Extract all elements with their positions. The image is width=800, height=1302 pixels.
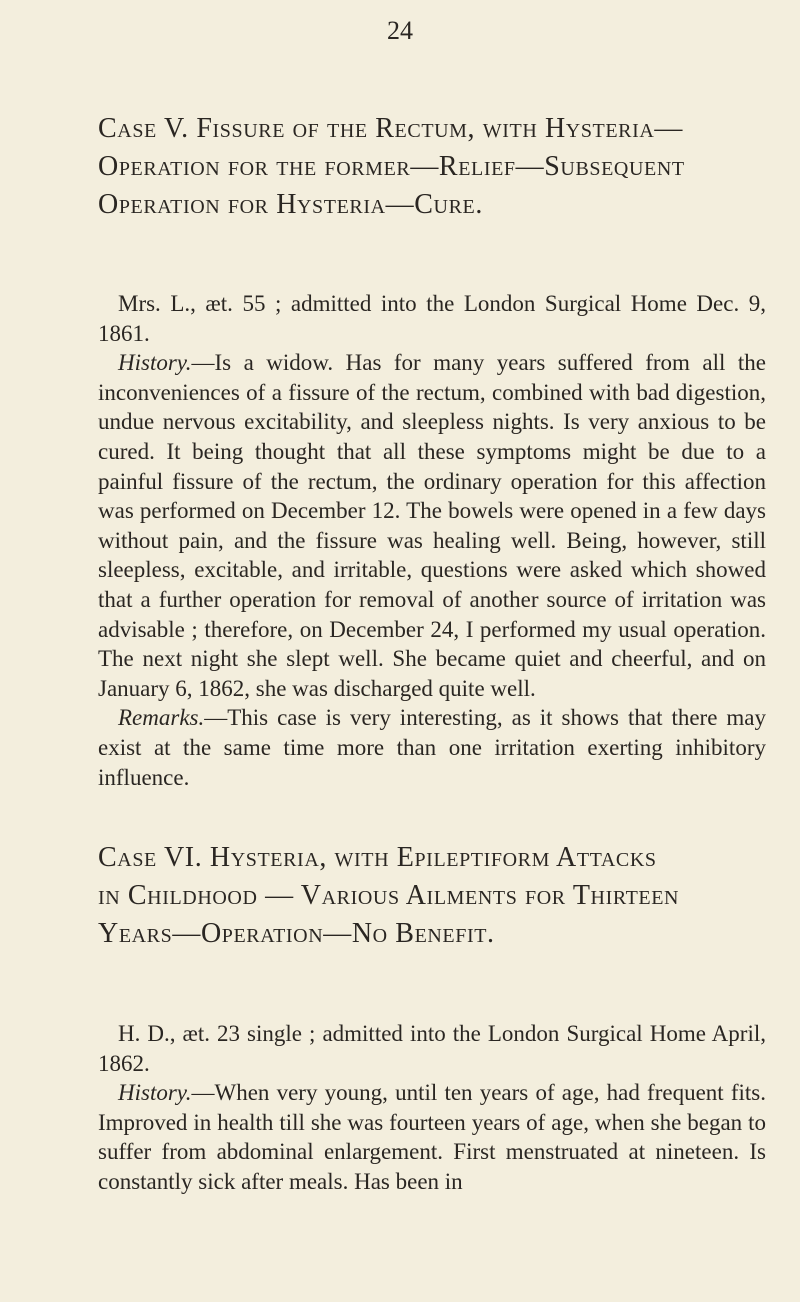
case-v-heading-line: Case V. Fissure of the Rectum, with Hysteria— (98, 113, 684, 144)
case-v-heading (98, 110, 766, 224)
case-v-body (98, 289, 766, 792)
case-vi-heading-line: Years—Operation—No Benefit. (98, 918, 495, 949)
case-vi-body (98, 1019, 766, 1197)
case-vi-admission: H. D., æt. 23 single ; admitted into the London Surgical Home April, 1862. (98, 1021, 766, 1076)
history-label: History. (118, 1080, 192, 1106)
case-v-remarks (98, 703, 766, 792)
case-v-admission: Mrs. L., æt. 55 ; admitted into the London Surgical Home Dec. 9, 1861. (98, 291, 766, 346)
page-number: 24 (387, 16, 413, 45)
case-vi-heading (98, 839, 766, 953)
remarks-label: Remarks. (118, 705, 205, 731)
case-vi-history (98, 1078, 766, 1196)
case-v-remarks-text: —This case is very interesting, as it shows that there may exist at the same time more than one irritation exerting inhibitory influence. (98, 705, 766, 790)
case-v-heading-line: Operation for the former—Relief—Subsequent (98, 151, 685, 182)
case-v-history-text: —Is a widow. Has for many years suffered from all the inconveniences of a fissure of the rectum, combined with bad digestion, undue nervous excitability, and sleepless nights. Is very anxious to be cured. It being thought that all these symptoms might be due to a painful fissure of the rectum, the ordinary operation for this affection was performed on December 12. The bowels were opened in a few days without pain, and the fissure was healing well. Being, however, still sleepless, excitable, and irritable, questions were asked which showed that a further operation for removal of another source of irritation was advisable ; therefore, on December 24, I performed my usual operation. The next night she slept well. She became quiet and cheerful, and on January 6, 1862, she was discharged quite well. (98, 350, 766, 701)
case-vi-history-text: —When very young, until ten years of age, had frequent fits. Improved in health till she was fourteen years of age, when she began to suffer from abdominal enlargement. First menstruated at nineteen. Is constantly sick after meals. Has been in (98, 1080, 766, 1194)
case-v-heading-line: Operation for Hysteria—Cure. (98, 189, 483, 220)
case-v-history (98, 348, 766, 703)
case-vi-heading-line: in Childhood — Various Ailments for Thirteen (98, 880, 680, 911)
history-label: History. (118, 350, 192, 376)
case-vi-heading-line: Case VI. Hysteria, with Epileptiform Attacks (98, 842, 657, 873)
